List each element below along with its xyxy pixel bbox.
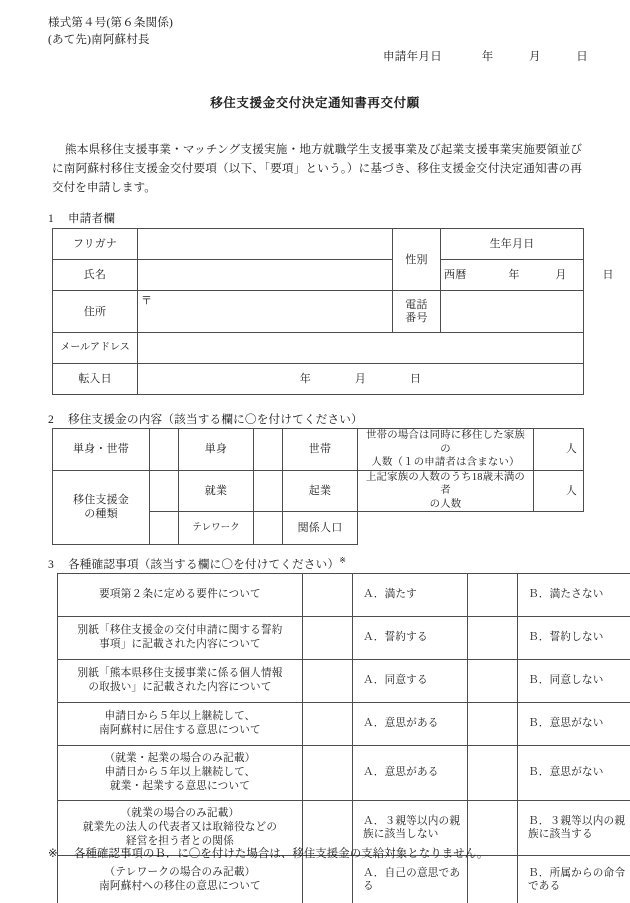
minor-count-input[interactable] — [534, 470, 584, 512]
confirmation-question-line: 申請日から５年以上継続して、 — [104, 767, 256, 778]
confirmation-question — [58, 746, 303, 801]
footnote-mark: ※ — [48, 848, 58, 860]
confirmation-option-a: Ａ．意思がある — [353, 703, 468, 746]
family-count-note-line1: 世帯の場合は同時に移住した家族の — [366, 430, 525, 455]
empty-cell-2 — [534, 512, 584, 545]
option-household-label: 世帯 — [283, 429, 358, 471]
address-label: 住所 — [53, 291, 138, 333]
empty-cell-1 — [358, 512, 534, 545]
table-row-name — [53, 260, 584, 291]
confirmation-question-line: 就業・起業する意思について — [109, 781, 251, 792]
option-single-label: 単身 — [179, 429, 254, 471]
gender-label: 性別 — [393, 229, 441, 291]
section-2-number: 2 — [48, 413, 54, 426]
move-in-date-input[interactable] — [138, 364, 584, 395]
table-row-employment-startup — [53, 470, 584, 512]
confirmation-option-b: Ｂ．３親等以内の親族に該当する — [518, 801, 630, 856]
circle-cell-option-b[interactable] — [468, 617, 518, 660]
confirmation-question-line: 経営を担う者との関係 — [126, 836, 234, 847]
applicant-table — [52, 228, 614, 395]
circle-cell-household[interactable] — [254, 429, 283, 471]
minor-count-note — [358, 470, 534, 512]
phone-label-line2: 番号 — [405, 311, 428, 324]
table-row — [58, 703, 630, 746]
single-household-label: 単身・世帯 — [53, 429, 150, 471]
move-in-day-unit: 日 — [410, 373, 422, 385]
table-row-address — [53, 291, 584, 333]
minor-count-note-line2: の人数 — [429, 498, 462, 510]
email-label: メールアドレス — [53, 333, 138, 364]
birth-date-input[interactable] — [441, 260, 614, 291]
confirmation-question-line: 申請日から５年以上継続して、 — [104, 711, 256, 722]
confirmation-question — [58, 574, 303, 617]
section-3-number: 3 — [48, 558, 54, 571]
page-title: 移住支援金交付決定通知書再交付願 — [210, 96, 420, 110]
table-row-furigana — [53, 229, 584, 260]
confirmation-question-line: 別紙「熊本県移住支援事業に係る個人情報 — [77, 668, 283, 679]
section-1-title: 申請者欄 — [68, 212, 116, 225]
table-row — [58, 574, 630, 617]
confirmation-option-a: Ａ．意思がある — [353, 746, 468, 801]
phone-label-line1: 電話 — [405, 298, 428, 311]
email-input[interactable] — [138, 333, 584, 364]
circle-cell-option-b[interactable] — [468, 746, 518, 801]
table-row-email — [53, 333, 584, 364]
circle-cell-option-b[interactable] — [468, 660, 518, 703]
confirmation-option-a: Ａ．同意する — [353, 660, 468, 703]
section-1-number: 1 — [48, 212, 54, 225]
confirmation-question — [58, 703, 303, 746]
circle-cell-option-b[interactable] — [468, 856, 518, 903]
circle-cell-option-a[interactable] — [303, 703, 353, 746]
furigana-label: フリガナ — [53, 229, 138, 260]
confirmation-question — [58, 660, 303, 703]
circle-cell-startup[interactable] — [254, 470, 283, 512]
confirmation-option-b: Ｂ．意思がない — [518, 746, 630, 801]
circle-cell-option-a[interactable] — [303, 660, 353, 703]
address-input[interactable] — [138, 291, 393, 333]
western-era-label: 西暦 — [444, 269, 467, 281]
postal-mark-icon: 〒 — [141, 295, 153, 307]
support-type-label-line1: 移住支援金 — [73, 494, 129, 507]
birth-month-unit: 月 — [555, 269, 567, 281]
minor-count-note-line1: 上記家族の人数のうち18歳未満の者 — [365, 471, 526, 496]
support-content-table — [52, 428, 584, 545]
application-date-month-unit: 月 — [529, 51, 541, 63]
confirmation-question-line: （就業の場合のみ記載） — [120, 808, 240, 819]
confirmation-option-a: Ａ．誓約する — [353, 617, 468, 660]
confirmation-question-line: （テレワークの場合のみ記載） — [104, 867, 256, 878]
confirmation-question-line: 別紙「移住支援金の交付申請に関する誓約 — [77, 625, 283, 636]
confirmation-option-a: Ａ．３親等以内の親族に該当しない — [353, 801, 468, 856]
footnote — [48, 845, 488, 861]
support-type-label — [53, 470, 150, 545]
name-input[interactable] — [138, 260, 393, 291]
section-3-heading — [48, 556, 346, 572]
confirmation-question-line: 南阿蘇村への移住の意思について — [99, 881, 261, 892]
furigana-input[interactable] — [138, 229, 393, 260]
family-count-unit: 人 — [565, 443, 577, 456]
table-row — [58, 660, 630, 703]
section-3-title: 各種確認事項（該当する欄に〇を付けてください） — [68, 558, 340, 571]
confirmation-option-b: Ｂ．意思がない — [518, 703, 630, 746]
application-date-label: 申請年月日 — [383, 51, 442, 63]
confirmation-question-line: 事項」に記載された内容について — [99, 639, 261, 650]
section-2-heading — [48, 411, 363, 427]
circle-cell-option-a[interactable] — [303, 574, 353, 617]
section-1-heading — [48, 210, 115, 226]
application-date-day-unit: 日 — [576, 51, 588, 63]
phone-input[interactable] — [441, 291, 584, 333]
confirmation-question-line: 南阿蘇村に居住する意思について — [99, 725, 261, 736]
circle-cell-option-b[interactable] — [468, 574, 518, 617]
birth-day-unit: 日 — [602, 269, 614, 281]
form-code-label: 様式第４号(第６条関係) — [48, 17, 174, 29]
circle-cell-option-a[interactable] — [303, 746, 353, 801]
table-row-single-household — [53, 429, 584, 471]
circle-cell-option-a[interactable] — [303, 617, 353, 660]
option-related-population-label: 関係人口 — [283, 512, 358, 545]
family-count-input[interactable] — [534, 429, 584, 471]
confirmation-option-b: Ｂ．満たさない — [518, 574, 630, 617]
option-telework-label: テレワーク — [179, 512, 254, 545]
move-in-date-label: 転入日 — [53, 364, 138, 395]
confirmation-question-line: （就業・起業の場合のみ記載） — [104, 753, 256, 764]
circle-cell-option-a[interactable] — [303, 856, 353, 903]
option-startup-label: 起業 — [283, 470, 358, 512]
confirmation-option-b: Ｂ．所属からの命令である — [518, 856, 630, 903]
confirmation-option-b: Ｂ．同意しない — [518, 660, 630, 703]
footnote-text: 各種確認事項のＢ．に〇を付けた場合は、移住支援金の支給対象となりません。 — [74, 848, 489, 860]
confirmation-option-a: Ａ．満たす — [353, 574, 468, 617]
confirmation-question-line: 就業先の法人の代表者又は取締役などの — [82, 822, 278, 833]
circle-cell-telework[interactable] — [150, 512, 179, 545]
table-row — [58, 617, 630, 660]
support-type-label-line2: の種類 — [84, 508, 118, 521]
section-3-heading-mark: ※ — [339, 556, 347, 566]
birth-year-unit: 年 — [508, 269, 520, 281]
name-label: 氏名 — [53, 260, 138, 291]
minor-count-unit: 人 — [565, 484, 577, 497]
confirmation-question-line: 要項第２条に定める要件について — [99, 589, 261, 600]
table-row — [58, 746, 630, 801]
phone-label — [393, 291, 441, 333]
move-in-month-unit: 月 — [354, 373, 367, 385]
confirmation-question — [58, 617, 303, 660]
confirmation-option-b: Ｂ．誓約しない — [518, 617, 630, 660]
table-row-move-in-date — [53, 364, 584, 395]
option-employment-label: 就業 — [179, 470, 254, 512]
birth-date-label: 生年月日 — [441, 229, 584, 260]
table-row — [58, 856, 630, 903]
intro-paragraph: 熊本県移住支援事業・マッチング支援実施・地方就職学生支援事業及び起業支援事業実施要領並びに南阿蘇村移住支援金交付要項（以下、「要項」という。）に基づき、移住支援金交付決定通知書の再交付を申請します。 — [52, 143, 582, 194]
circle-cell-employment[interactable] — [150, 470, 179, 512]
circle-cell-single[interactable] — [150, 429, 179, 471]
application-date-year-unit: 年 — [481, 51, 494, 63]
section-2-title: 移住支援金の内容（該当する欄に〇を付けてください） — [68, 413, 363, 426]
confirmation-question-line: の取扱い」に記載された内容について — [88, 682, 272, 693]
circle-cell-related-population[interactable] — [254, 512, 283, 545]
confirmation-option-a: Ａ．自己の意思である — [353, 856, 468, 903]
circle-cell-option-b[interactable] — [468, 703, 518, 746]
family-count-note-line2: 人数（１の申請者は含まない） — [371, 457, 520, 468]
confirmation-question — [58, 856, 303, 903]
addressee-label: (あて先)南阿蘇村長 — [48, 34, 150, 46]
application-date-line — [383, 50, 588, 65]
move-in-year-unit: 年 — [299, 373, 311, 385]
family-count-note — [358, 429, 534, 471]
